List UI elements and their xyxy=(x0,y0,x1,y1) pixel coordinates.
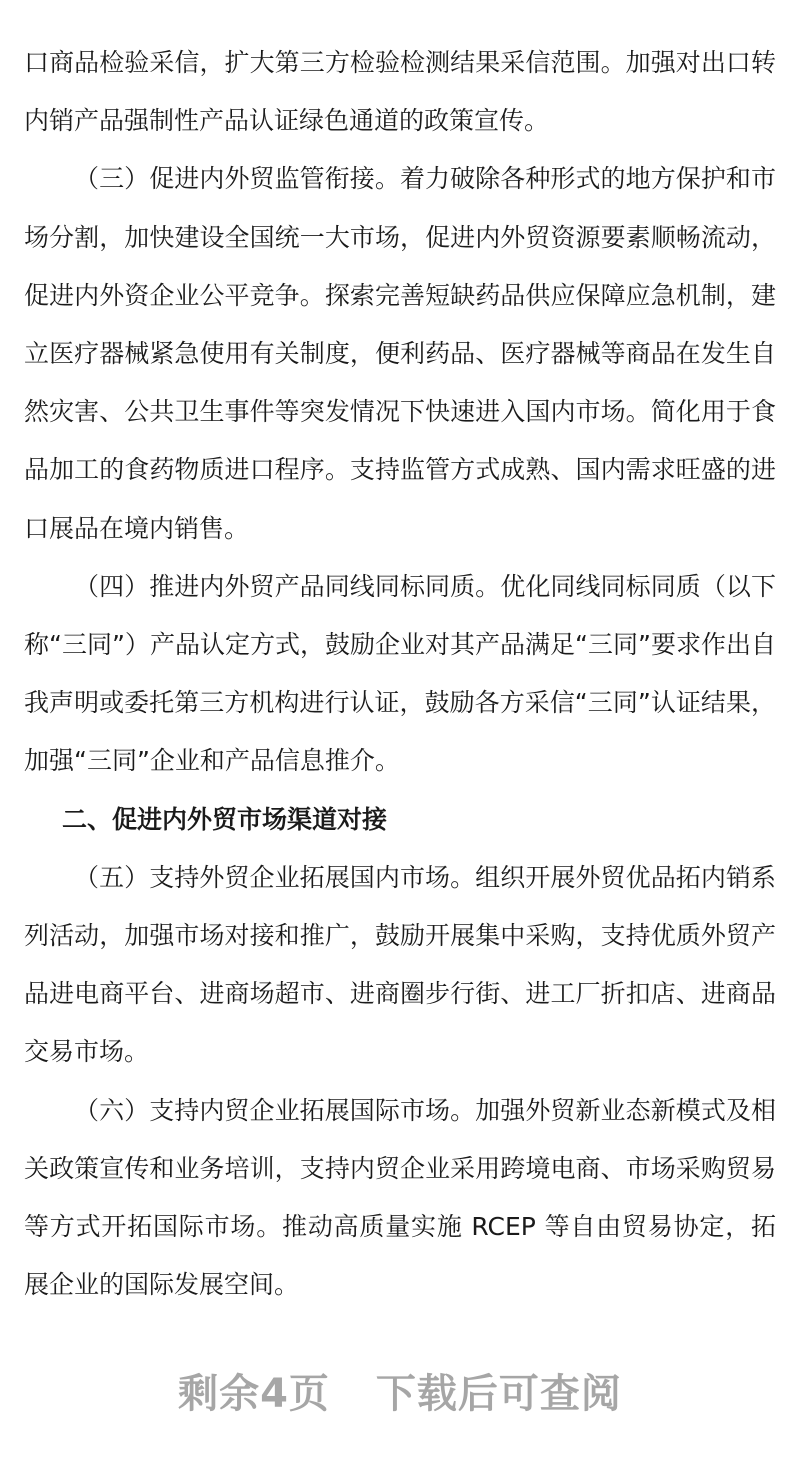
remaining-pages-label: 剩余4页 xyxy=(178,1371,330,1417)
download-prompt-label: 下载后可查阅 xyxy=(375,1371,622,1417)
document-body xyxy=(24,34,776,1314)
paragraph-section-3: （三）促进内外贸监管衔接。着力破除各种形式的地方保护和市场分割，加快建设全国统一大市场，促进内外贸资源要素顺畅流动，促进内外资企业公平竞争。探索完善短缺药品供应保障应急机制，建立医疗器械紧急使用有关制度，便利药品、医疗器械等商品在发生自然灾害、公共卫生事件等突发情况下快速进入国内市场。简化用于食品加工的食药物质进口程序。支持监管方式成熟、国内需求旺盛的进口展品在境内销售。 xyxy=(24,164,776,543)
paragraph-continuation: 口商品检验采信，扩大第三方检验检测结果采信范围。加强对出口转内销产品强制性产品认证绿色通道的政策宣传。 xyxy=(24,48,776,136)
paragraph-section-6: （六）支持内贸企业拓展国际市场。加强外贸新业态新模式及相关政策宣传和业务培训，支持内贸企业采用跨境电商、市场采购贸易等方式开拓国际市场。推动高质量实施 RCEP 等自由贸易协定，拓展企业的国际发展空间。 xyxy=(24,1095,776,1300)
paragraph-section-4: （四）推进内外贸产品同线同标同质。优化同线同标同质（以下称“三同”）产品认定方式，鼓励企业对其产品满足“三同”要求作出自我声明或委托第三方机构进行认证，鼓励各方采信“三同”认证结果，加强“三同”企业和产品信息推介。 xyxy=(24,571,776,776)
download-footer[interactable] xyxy=(0,1362,800,1419)
section-heading-2: 二、促进内外贸市场渠道对接 xyxy=(62,804,388,834)
paragraph-section-5: （五）支持外贸企业拓展国内市场。组织开展外贸优品拓内销系列活动，加强市场对接和推广，鼓励开展集中采购，支持优质外贸产品进电商平台、进商场超市、进商圈步行街、进工厂折扣店、进商品交易市场。 xyxy=(24,862,776,1067)
